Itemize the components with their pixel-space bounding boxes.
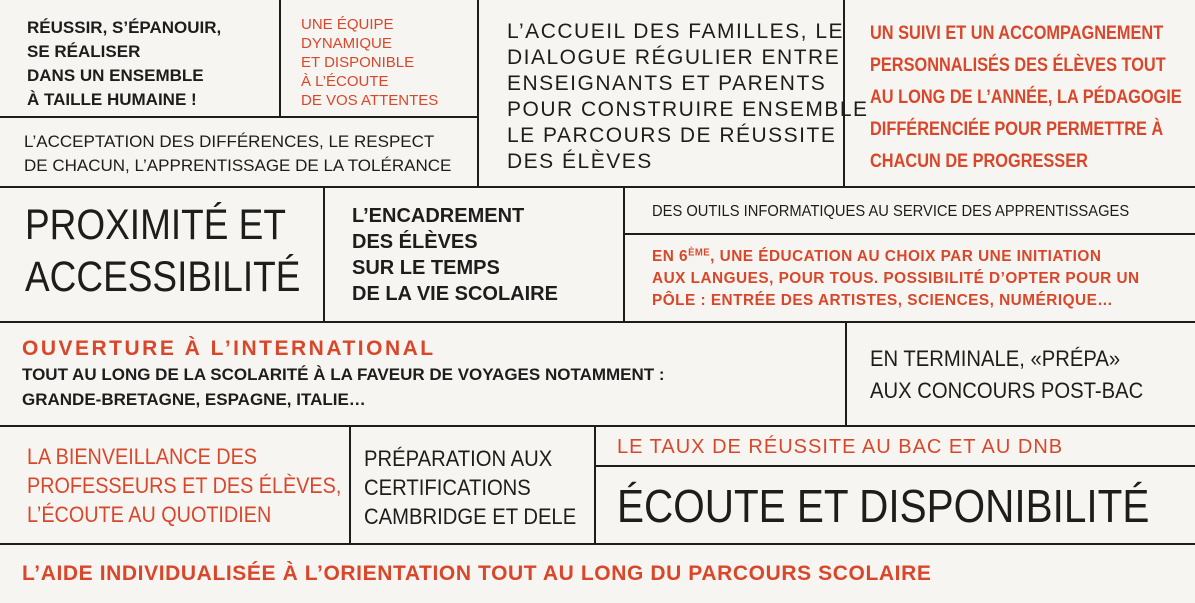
accueil-line: DES ÉLÈVES xyxy=(507,150,653,173)
accueil-line: LE PARCOURS DE RÉUSSITE xyxy=(507,124,837,147)
divider-row-3 xyxy=(0,425,1195,427)
ecoute-line: ÉCOUTE ET DISPONIBILITÉ xyxy=(617,480,1150,532)
taux-line: LE TAUX DE RÉUSSITE AU BAC ET AU DNB xyxy=(617,436,1064,458)
divider-acceptation xyxy=(0,116,478,118)
sixieme-prefix: EN 6 xyxy=(652,248,689,265)
encadrement-line: SUR LE TEMPS xyxy=(352,257,500,279)
reussir-line: RÉUSSIR, S’ÉPANOUIR, xyxy=(27,18,222,37)
suivi-line: PERSONNALISÉS DES ÉLÈVES TOUT xyxy=(870,55,1166,76)
sixieme-rest: , UNE ÉDUCATION AU CHOIX PAR UNE INITIATION xyxy=(710,248,1102,265)
equipe-line: DE VOS ATTENTES xyxy=(301,92,439,109)
block-certifications xyxy=(364,444,576,531)
suivi-line: UN SUIVI ET UN ACCOMPAGNEMENT xyxy=(870,23,1164,44)
block-acceptation xyxy=(24,130,451,178)
block-international xyxy=(22,336,665,412)
divider-col-f xyxy=(845,321,847,426)
terminale-line: EN TERMINALE, «PRÉPA» xyxy=(870,346,1121,371)
block-taux xyxy=(617,434,1063,460)
divider-outils xyxy=(623,233,1195,235)
accueil-line: ENSEIGNANTS ET PARENTS xyxy=(507,72,827,95)
block-ecoute xyxy=(617,478,1149,534)
sixieme-line: AUX LANGUES, POUR TOUS. POSSIBILITÉ D’OPTER POUR UN xyxy=(652,270,1140,287)
acceptation-line: L’ACCEPTATION DES DIFFÉRENCES, LE RESPECT xyxy=(24,132,435,151)
block-terminale xyxy=(870,343,1143,407)
aide-line: L’AIDE INDIVIDUALISÉE À L’ORIENTATION TOUT AU LONG DU PARCOURS SCOLAIRE xyxy=(22,562,932,585)
divider-col-h xyxy=(594,425,596,544)
equipe-line: ET DISPONIBLE xyxy=(301,54,415,71)
block-encadrement xyxy=(352,203,558,307)
reussir-line: À TAILLE HUMAINE ! xyxy=(27,90,197,109)
acceptation-line: DE CHACUN, L’APPRENTISSAGE DE LA TOLÉRANCE xyxy=(24,156,452,175)
block-bienveillance xyxy=(27,442,341,529)
divider-col-g xyxy=(349,425,351,544)
reussir-line: SE RÉALISER xyxy=(27,42,141,61)
proximite-line: ACCESSIBILITÉ xyxy=(25,253,301,301)
suivi-line: DIFFÉRENCIÉE POUR PERMETTRE À xyxy=(870,119,1164,140)
accueil-line: DIALOGUE RÉGULIER ENTRE xyxy=(507,46,841,69)
divider-row-4 xyxy=(0,543,1195,545)
equipe-line: À L’ÉCOUTE xyxy=(301,73,389,90)
divider-col-e xyxy=(623,186,625,322)
certifications-line: CAMBRIDGE ET DELE xyxy=(364,504,577,529)
certifications-line: PRÉPARATION AUX xyxy=(364,446,553,471)
divider-col-a xyxy=(279,0,281,116)
encadrement-line: DES ÉLÈVES xyxy=(352,231,478,253)
divider-col-b xyxy=(477,0,479,187)
block-aide xyxy=(22,560,931,588)
international-title: OUVERTURE À L’INTERNATIONAL xyxy=(22,337,436,360)
suivi-line: CHACUN DE PROGRESSER xyxy=(870,151,1088,172)
block-equipe xyxy=(301,15,438,110)
encadrement-line: L’ENCADREMENT xyxy=(352,205,525,227)
equipe-line: DYNAMIQUE xyxy=(301,35,392,52)
accueil-line: L’ACCUEIL DES FAMILLES, LE xyxy=(507,20,845,43)
divider-row-1 xyxy=(0,186,1195,188)
outils-line: DES OUTILS INFORMATIQUES AU SERVICE DES APPRENTISSAGES xyxy=(652,203,1130,220)
block-sixieme xyxy=(652,246,1140,312)
accueil-line: POUR CONSTRUIRE ENSEMBLE xyxy=(507,98,869,121)
proximite-line: PROXIMITÉ ET xyxy=(25,201,286,249)
sixieme-line xyxy=(652,246,1140,268)
international-line: GRANDE-BRETAGNE, ESPAGNE, ITALIE… xyxy=(22,390,366,409)
block-accueil xyxy=(507,19,869,175)
block-outils xyxy=(652,201,1129,223)
suivi-line: AU LONG DE L’ANNÉE, LA PÉDAGOGIE xyxy=(870,87,1182,108)
international-line: TOUT AU LONG DE LA SCOLARITÉ À LA FAVEUR DE VOYAGES NOTAMMENT : xyxy=(22,365,665,384)
terminale-line: AUX CONCOURS POST-BAC xyxy=(870,378,1144,403)
divider-row-2 xyxy=(0,321,1195,323)
sixieme-line: PÔLE : ENTRÉE DES ARTISTES, SCIENCES, NUMÉRIQUE… xyxy=(652,292,1114,309)
bienveillance-line: LA BIENVEILLANCE DES xyxy=(27,444,258,469)
sixieme-sup: ÈME xyxy=(688,247,711,259)
block-proximite xyxy=(25,199,300,303)
equipe-line: UNE ÉQUIPE xyxy=(301,16,394,33)
encadrement-line: DE LA VIE SCOLAIRE xyxy=(352,283,558,305)
block-reussir xyxy=(27,16,221,112)
bienveillance-line: PROFESSEURS ET DES ÉLÈVES, xyxy=(27,473,342,498)
certifications-line: CERTIFICATIONS xyxy=(364,475,531,500)
bienveillance-line: L’ÉCOUTE AU QUOTIDIEN xyxy=(27,502,272,527)
reussir-line: DANS UN ENSEMBLE xyxy=(27,66,204,85)
divider-taux xyxy=(594,465,1195,467)
block-suivi xyxy=(870,18,1182,178)
divider-col-d xyxy=(323,186,325,322)
